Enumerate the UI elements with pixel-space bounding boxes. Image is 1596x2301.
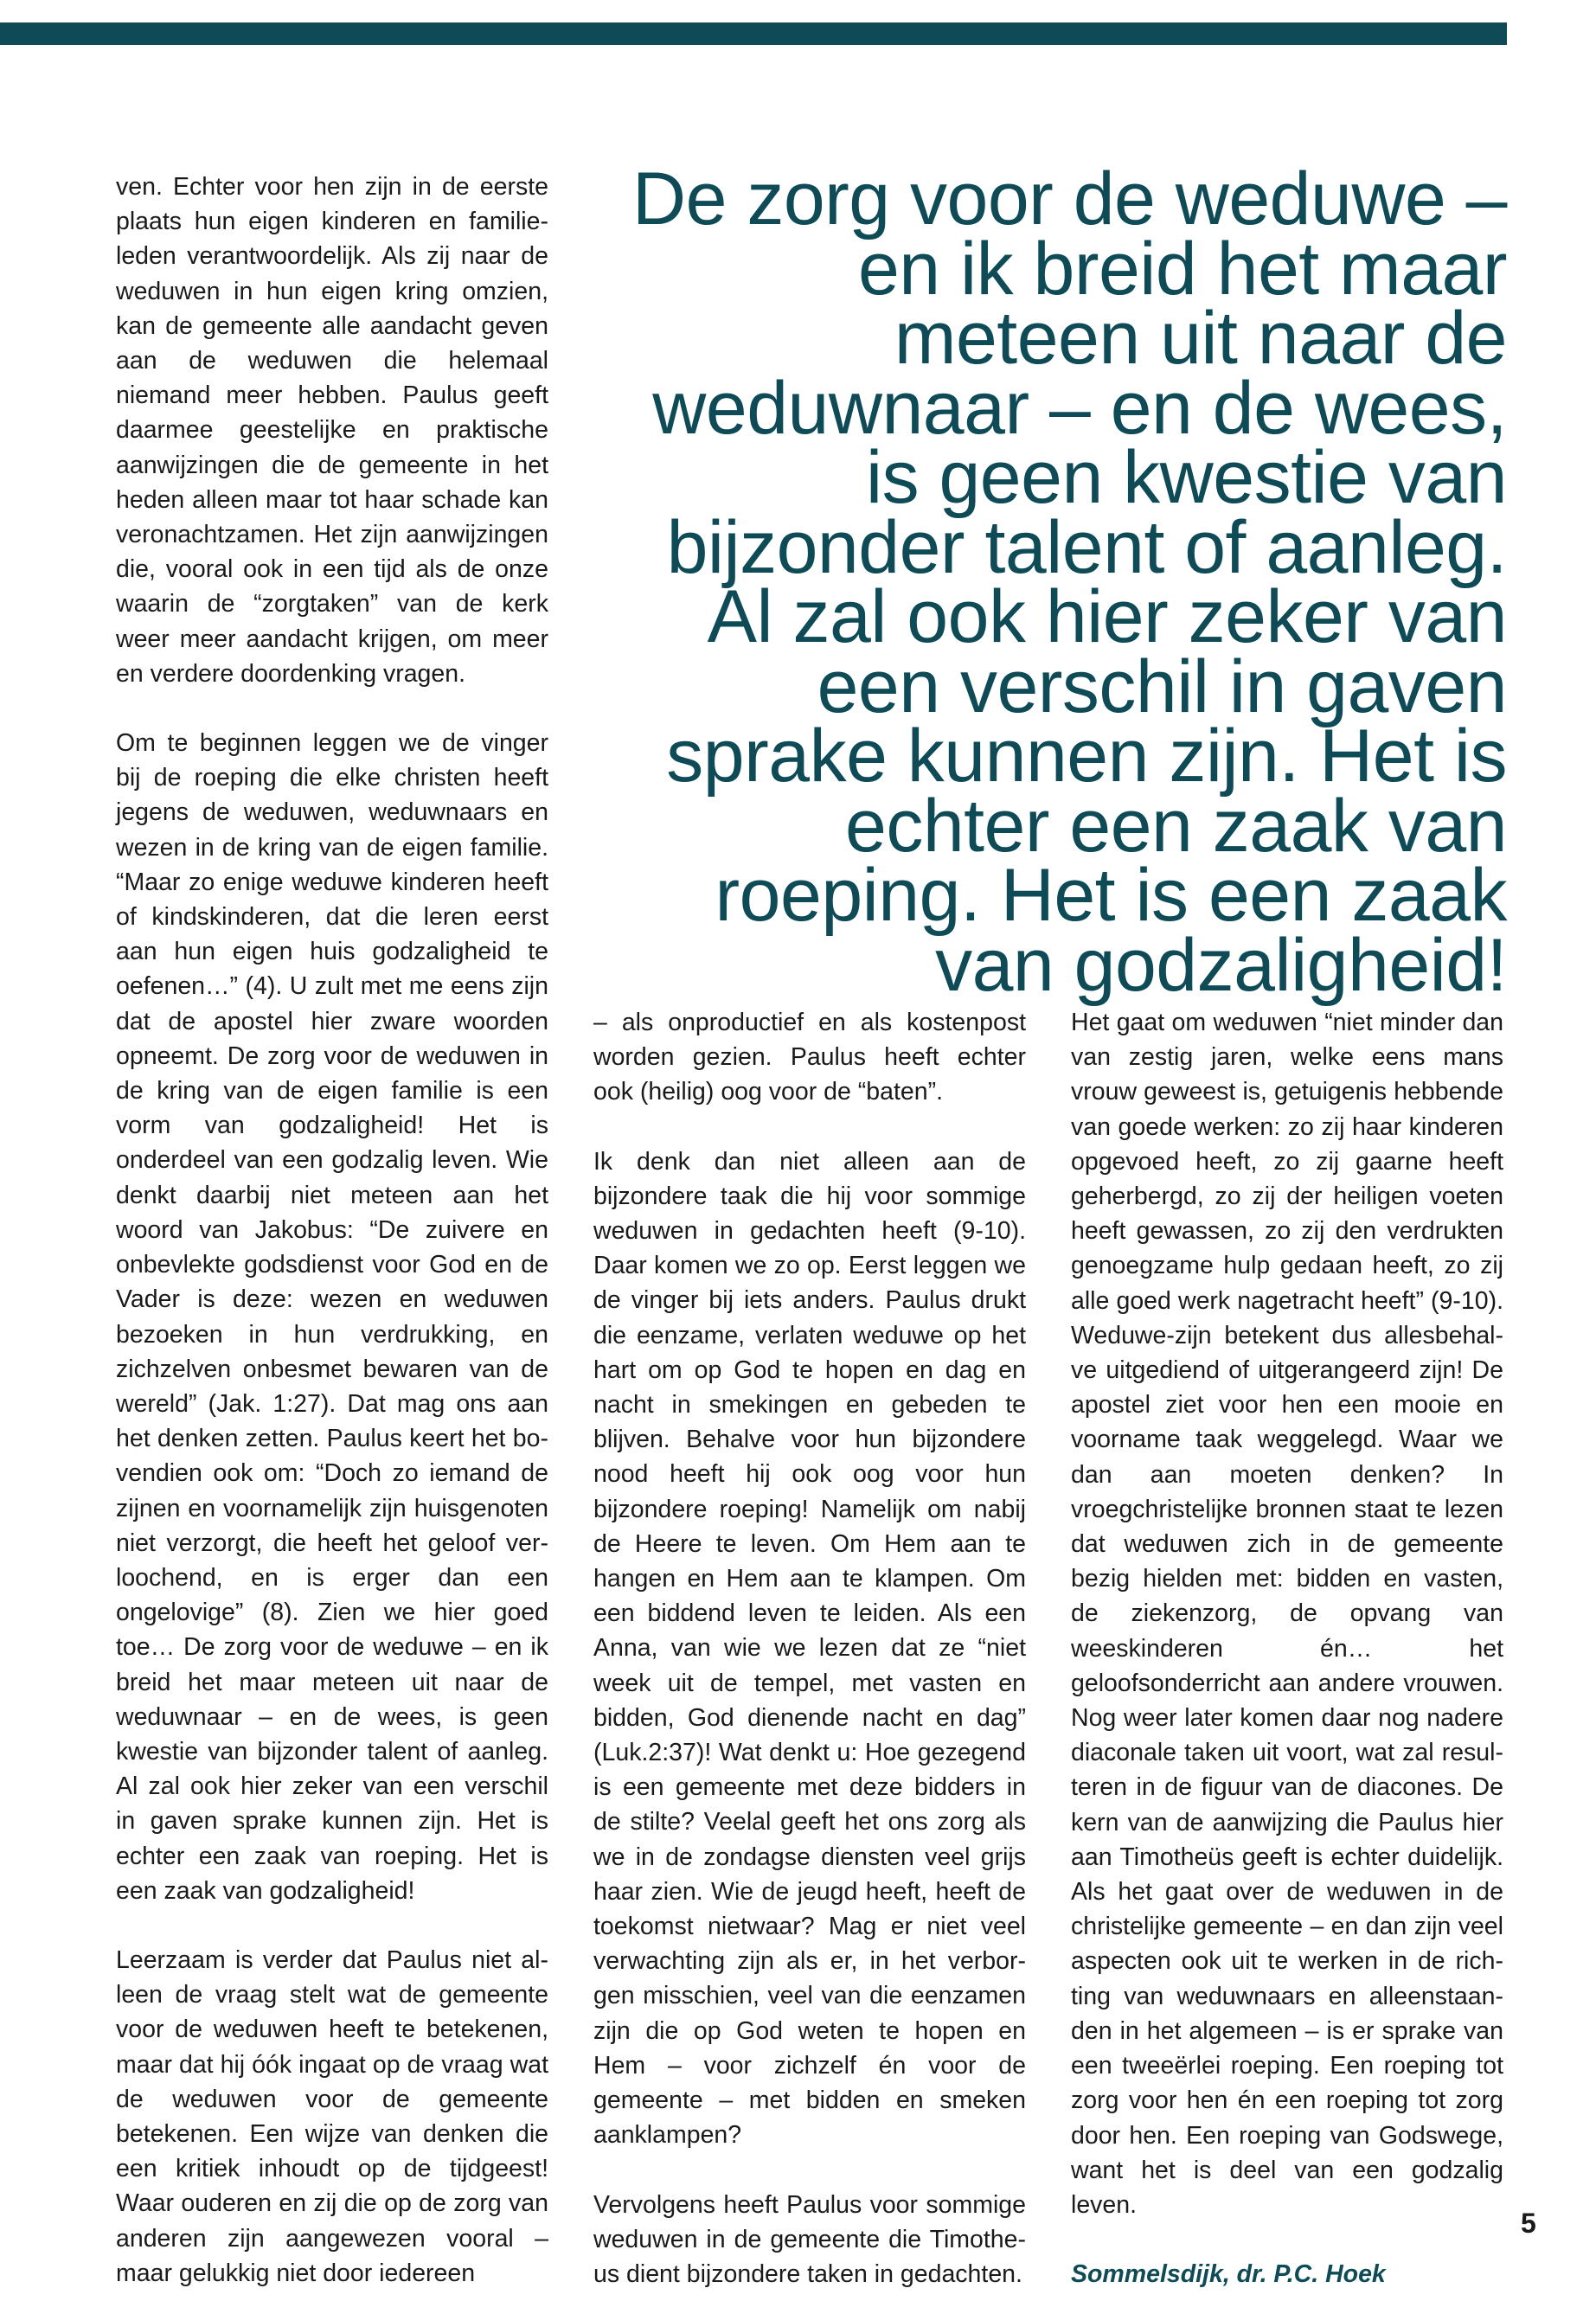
author-signature: Sommelsdijk, dr. P.C. Hoek — [1071, 2260, 1386, 2289]
text-column-3 — [1071, 1005, 1503, 2291]
paragraph: Vervolgens heeft Paulus voor sommige weduwen in de gemeente die Timotheus dient bijzondere taken in gedachten. — [593, 2190, 1026, 2288]
paragraph: Leerzaam is verder dat Paulus niet alleen de vraag stelt wat de gemeente voor de weduwen heeft te betekenen, maar dat hij óók ingaat op de vraag wat de weduwen voor de gemeente betekenen. Een wijze van denken die een kritiek inhoudt op de tijdgeest! Waar ouderen en zij die op de zorg van anderen zijn aangewezen vooral – maar gelukkig niet door iedereen — [116, 1945, 548, 2287]
paragraph: – als onproductief en als kostenpost worden gezien. Paulus heeft echter ook (heilig) oog voor de “baten”. — [593, 1009, 1026, 1106]
top-accent-bar — [0, 22, 1507, 45]
paragraph: Ik denk dan niet alleen aan de bijzondere taak die hij voor sommige weduwen in gedachten heeft (9-10). Daar komen we zo op. Eerst leggen we de vinger bij iets anders. Paulus drukt die eenzame, verlaten weduwe op het hart om op God te hopen en dag en nacht in smekingen en gebeden te blijven. Behalve voor hun bijzondere nood heeft hij ook oog voor hun bijzondere roeping! Namelijk om nabij de Heere te leven. Om Hem aan te hangen en Hem aan te klampen. Om een biddend leven te leiden. Als een Anna, van wie we lezen dat ze “niet week uit de tempel, met vasten en bidden, God dienende nacht en dag” (Luk.2:37)! Wat denkt u: Hoe gezegend is een gemeente met deze bidders in de stilte? Veelal geeft het ons zorg als we in de zondagse diensten veel grijs haar zien. Wie de jeugd heeft, heeft de toekomst nietwaar? Mag er niet veel verwachting zijn als er, in het verborgen misschien, veel van die eenzamen zijn die op God weten te hopen en Hem – voor zichzelf én voor de gemeente – met bidden en smeken aanklampen? — [593, 1147, 1026, 2150]
paragraph: ven. Echter voor hen zijn in de eerste plaats hun eigen kinderen en familieleden verantwoordelijk. Als zij naar de weduwen in hun eigen kring omzien, kan de gemeente alle aandacht geven aan de weduwen die helemaal niemand meer hebben. Paulus geeft daarmee geestelijke en praktische aanwijzingen die de gemeente in het heden alleen maar tot haar schade kan veronachtzamen. Het zijn aanwijzingen die, vooral ook in een tijd als de onze waarin de “zorgtaken” van de kerk weer meer aandacht krijgen, om meer en verdere doordenking vragen. — [116, 173, 548, 688]
paragraph: Het gaat om weduwen “niet minder dan van zestig jaren, welke eens mans vrouw geweest is, getuigenis hebbende van goede werken: zo zij haar kinderen opgevoed heeft, zo zij gaarne heeft geherbergd, zo zij der heiligen voeten heeft gewassen, zo zij den verdrukten genoegzame hulp gedaan heeft, zo zij alle goed werk nagetracht heeft” (9-10). Weduwe-zijn betekent dus allesbehalve uitgediend of uitgerangeerd zijn! De apostel ziet voor hen een mooie en voorname taak weggelegd. Waar we dan aan moeten denken? In vroegchristelijke bronnen staat te lezen dat weduwen zich in de gemeente bezig hielden met: bidden en vasten, de ziekenzorg, de opvang van weeskinderen én… het geloofsonderricht aan andere vrouwen. Nog weer later komen daar nog nadere diaconale taken uit voort, wat zal resulteren in de figuur van de diacones. De kern van de aanwijzing die Paulus hier aan Timotheüs geeft is echter duidelijk. Als het gaat over de weduwen in de christelijke gemeente – en dan zijn veel aspecten ook uit te werken in de richting van weduwnaars en alleenstaanden in het algemeen – is er sprake van een tweeërlei roeping. Een roeping tot zorg voor hen én een roeping tot zorg door hen. Een roeping van Godswege, want het is deel van een godzalig leven. — [1071, 1009, 1503, 2219]
page-number: 5 — [1521, 2208, 1536, 2239]
paragraph: Om te beginnen leggen we de vinger bij de roeping die elke christen heeft jegens de weduwen, weduwnaars en wezen in de kring van de eigen familie. “Maar zo enige weduwe kinderen heeft of kindskinderen, dat die leren eerst aan hun eigen huis godzaligheid te oefenen…” (4). U zult met me eens zijn dat de apostel hier zware woorden opneemt. De zorg voor de weduwen in de kring van de eigen familie is een vorm van godzaligheid! Het is onderdeel van een godzalig leven. Wie denkt daarbij niet meteen aan het woord van Jakobus: “De zuivere en onbevlekte godsdienst voor God en de Vader is deze: wezen en weduwen bezoeken in hun verdrukking, en zichzelven onbesmet bewaren van de wereld” (Jak. 1:27). Dat mag ons aan het denken zetten. Paulus keert het bovendien ook om: “Doch zo iemand de zijnen en voornamelijk zijn huisgenoten niet verzorgt, die heeft het geloof verloochend, en is erger dan een ongelovige” (8). Zien we hier goed toe… De zorg voor de weduwe – en ik breid het maar meteen uit naar de weduwnaar – en de wees, is geen kwestie van bijzonder talent of aanleg. Al zal ook hier zeker van een verschil in gaven sprake kunnen zijn. Het is echter een zaak van roeping. Het is een zaak van godzaligheid! — [116, 729, 548, 1905]
text-column-2 — [593, 1005, 1026, 2291]
pull-quote: De zorg voor de weduwe – en ik breid het maar meteen uit naar de weduwnaar – en de wees, is geen kwestie van bijzonder talent of aanleg. Al zal ook hier zeker van een verschil in gaven sprake kunnen zijn. Het is echter een zaak van roeping. Het is een zaak van godzaligheid! — [631, 157, 1507, 1007]
text-column-1 — [116, 170, 548, 2291]
